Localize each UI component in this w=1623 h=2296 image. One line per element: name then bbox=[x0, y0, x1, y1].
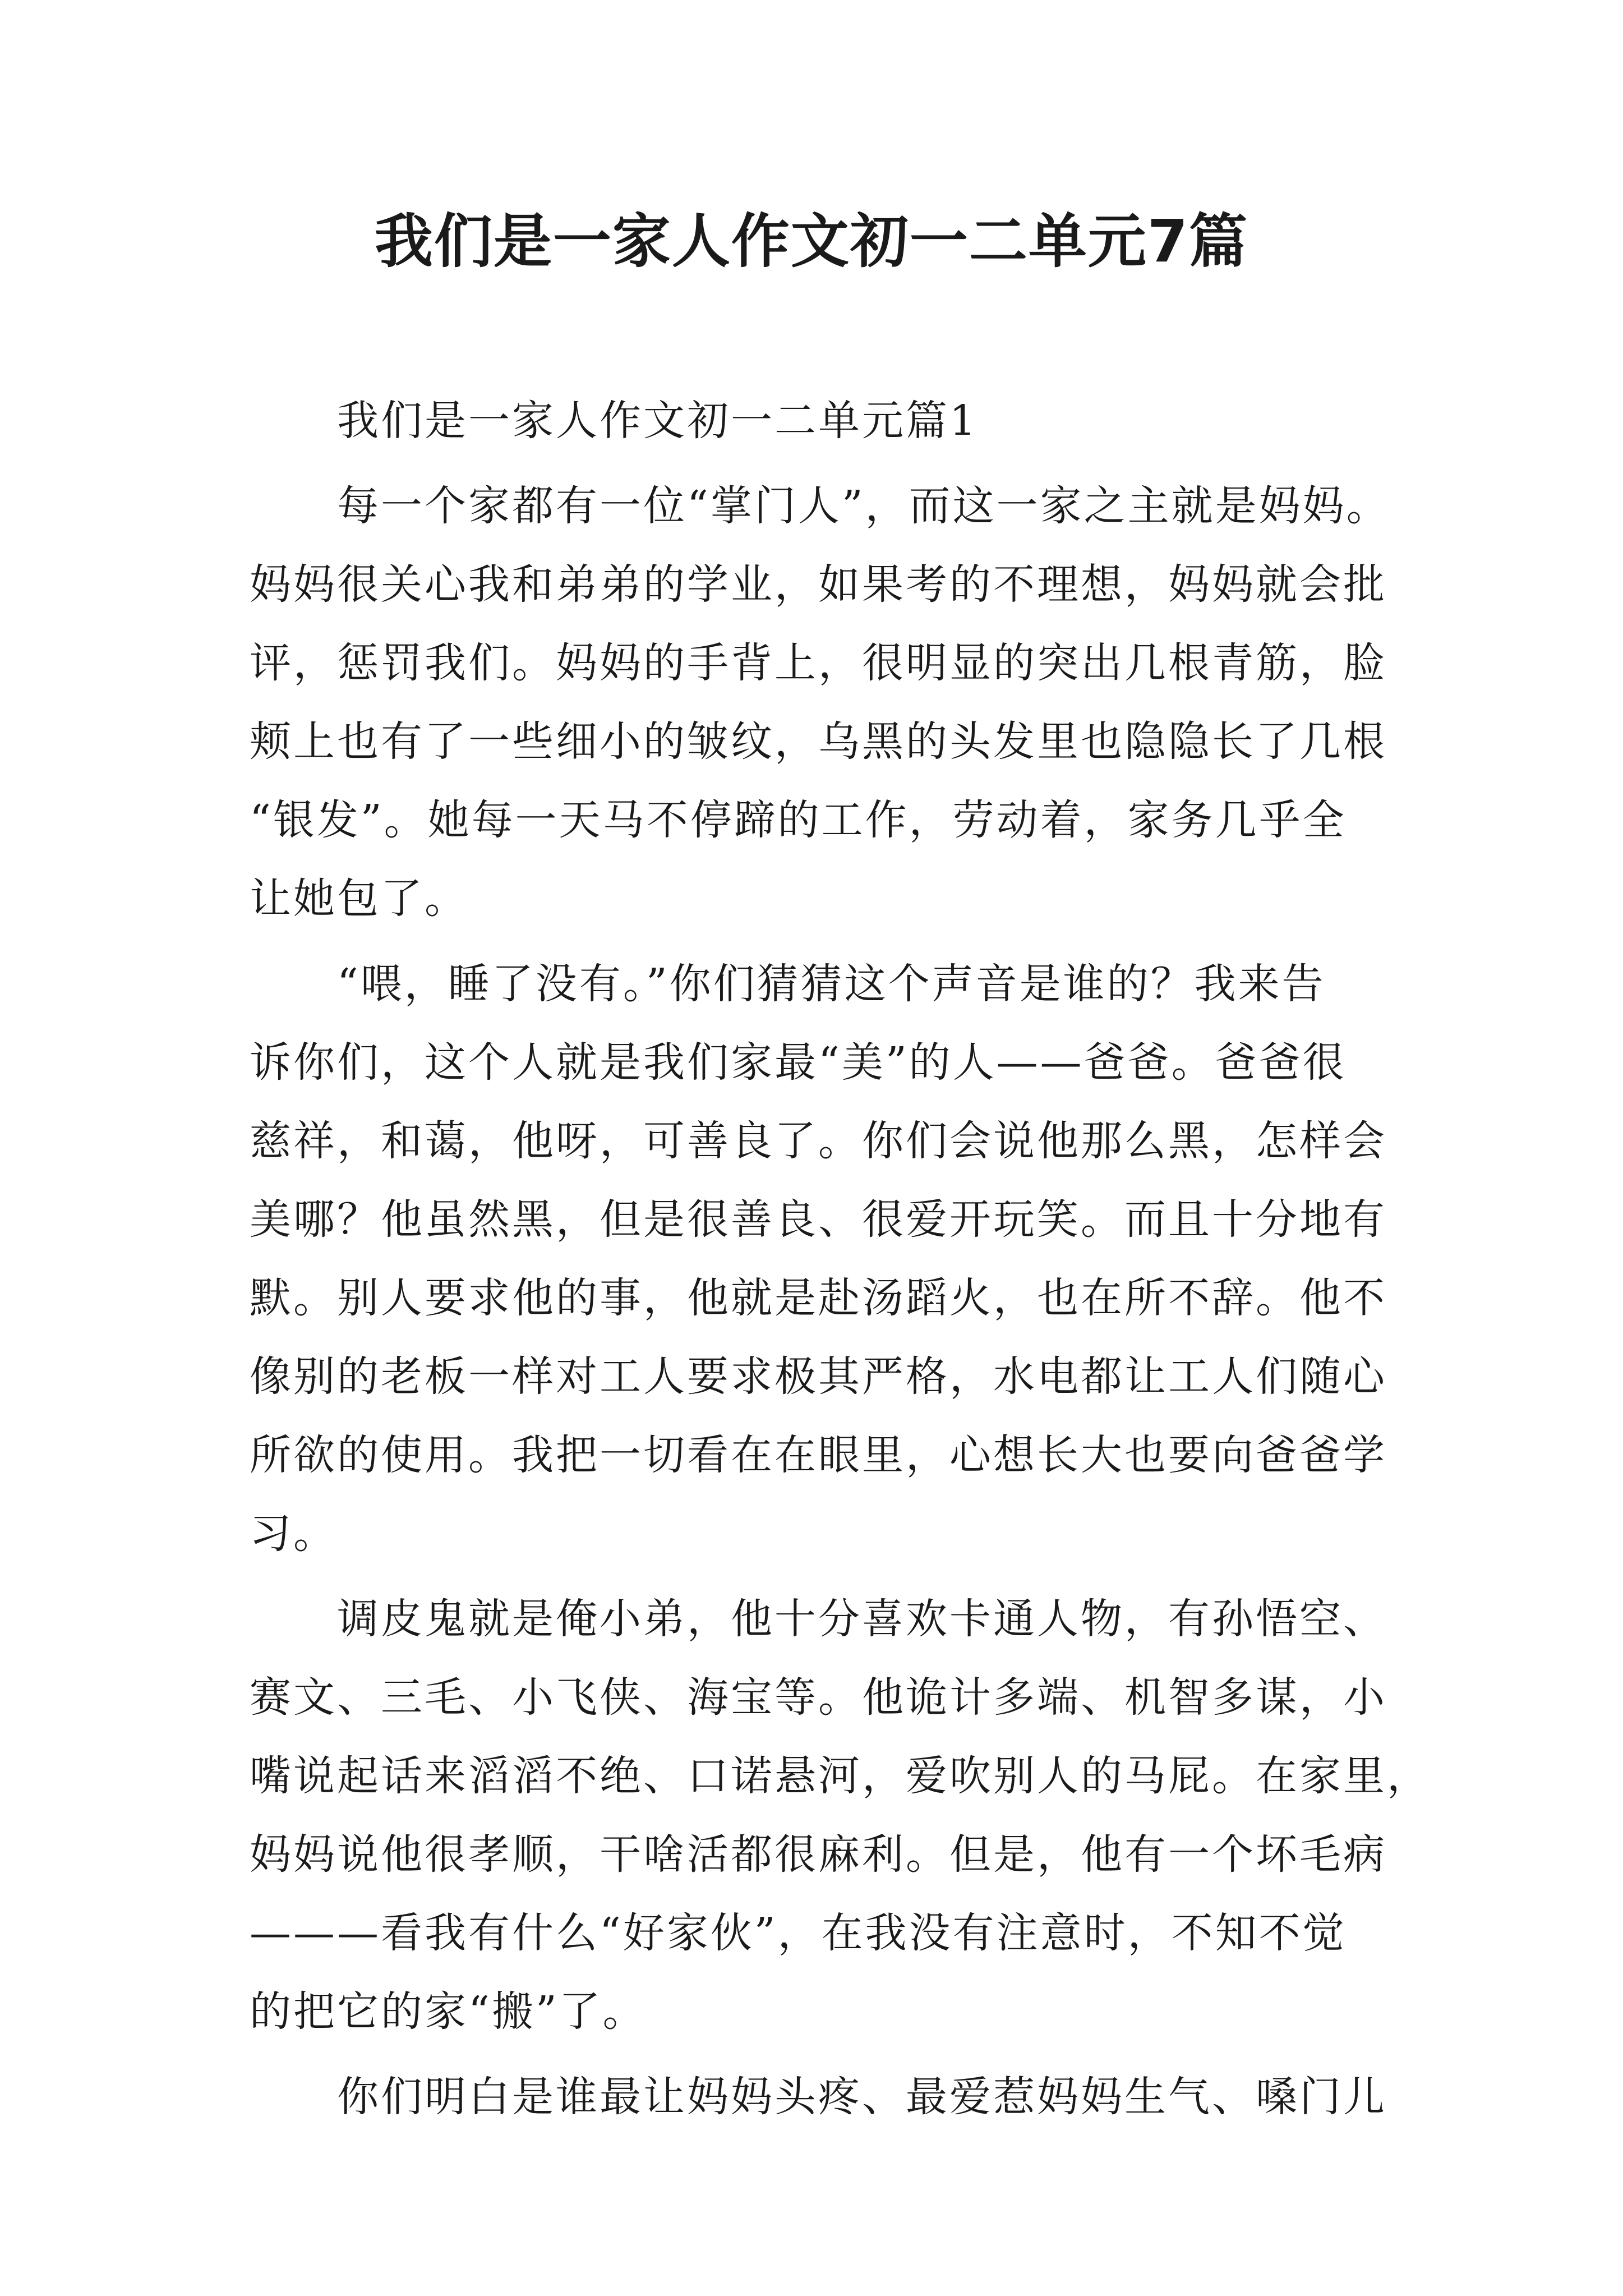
paragraph-line: 颊上也有了一些细小的皱纹，乌黑的头发里也隐隐长了几根 bbox=[250, 717, 1387, 766]
paragraph-line: “银发”。她每一天马不停蹄的工作，劳动着，家务几乎全 bbox=[250, 796, 1347, 844]
paragraph-line: 嘴说起话来滔滔不绝、口诺悬河，爱吹别人的马屁。在家里， bbox=[250, 1752, 1431, 1800]
paragraph-line: 让她包了。 bbox=[250, 875, 468, 923]
document-body bbox=[250, 381, 1431, 2143]
document-title: 我们是一家人作文初一二单元7篇 bbox=[374, 207, 1249, 275]
paragraph-line: 每一个家都有一位“掌门人”，而这一家之主就是妈妈。 bbox=[250, 482, 1390, 530]
paragraph-line: 美哪？他虽然黑，但是很善良、很爱开玩笑。而且十分地有 bbox=[250, 1195, 1387, 1244]
section-heading bbox=[250, 381, 1388, 460]
paragraph-line: 妈妈很关心我和弟弟的学业，如果考的不理想，妈妈就会批 bbox=[250, 560, 1387, 609]
paragraph-4 bbox=[250, 2058, 1388, 2136]
paragraph-1 bbox=[250, 467, 1388, 938]
paragraph-line: 所欲的使用。我把一切看在在眼里，心想长大也要向爸爸学 bbox=[250, 1431, 1387, 1479]
paragraph-line: 你们明白是谁最让妈妈头疼、最爱惹妈妈生气、嗓门儿 bbox=[250, 2073, 1387, 2121]
paragraph-3 bbox=[250, 1580, 1431, 2051]
paragraph-line: 慈祥，和蔼，他呀，可善良了。你们会说他那么黑，怎样会 bbox=[250, 1117, 1387, 1165]
paragraph-line: 的把它的家“搬”了。 bbox=[250, 1987, 647, 2036]
paragraph-line: 习。 bbox=[250, 1510, 337, 1558]
section-heading-text: 我们是一家人作文初一二单元篇1 bbox=[337, 397, 979, 445]
paragraph-line: 调皮鬼就是俺小弟，他十分喜欢卡通人物，有孙悟空、 bbox=[250, 1595, 1387, 1643]
paragraph-line: “喂，睡了没有。”你们猜猜这个声音是谁的？我来告 bbox=[250, 960, 1326, 1008]
paragraph-line: 像别的老板一样对工人要求极其严格，水电都让工人们随心 bbox=[250, 1352, 1387, 1401]
paragraph-line: 妈妈说他很孝顺，干啥活都很麻利。但是，他有一个坏毛病 bbox=[250, 1830, 1387, 1879]
paragraph-line: 诉你们，这个人就是我们家最“美”的人——爸爸。爸爸很 bbox=[250, 1038, 1347, 1087]
paragraph-line: 评，惩罚我们。妈妈的手背上，很明显的突出几根青筋，脸 bbox=[250, 639, 1387, 687]
paragraph-line: 赛文、三毛、小飞侠、海宝等。他诡计多端、机智多谋，小 bbox=[250, 1673, 1387, 1722]
paragraph-line: 默。别人要求他的事，他就是赴汤蹈火，也在所不辞。他不 bbox=[250, 1274, 1387, 1322]
paragraph-2 bbox=[250, 945, 1388, 1573]
paragraph-line: ———看我有什么“好家伙”，在我没有注意时，不知不觉 bbox=[250, 1909, 1347, 1957]
